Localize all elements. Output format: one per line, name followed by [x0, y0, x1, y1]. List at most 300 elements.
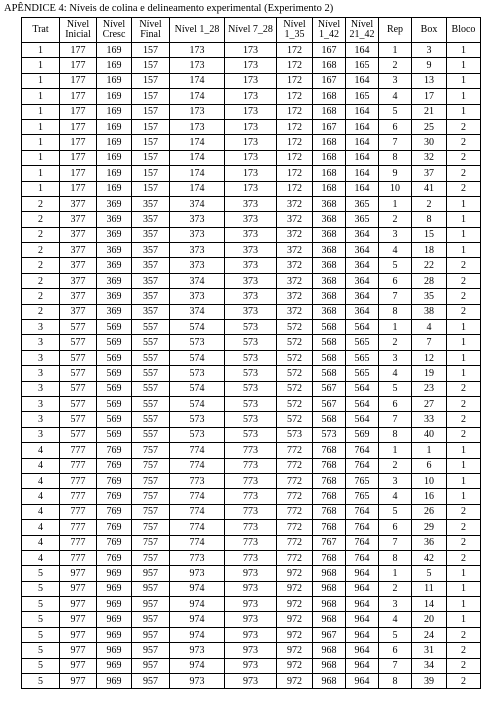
cell-trat: 1 [22, 150, 60, 165]
cell-nivel-7-28: 773 [225, 443, 277, 458]
cell-nivel-7-28: 173 [225, 150, 277, 165]
cell-nivel-1-35: 372 [277, 212, 313, 227]
cell-bloco: 1 [447, 350, 481, 365]
cell-rep: 6 [379, 643, 412, 658]
cell-trat: 2 [22, 273, 60, 288]
cell-nivel-inicial: 577 [60, 427, 97, 442]
table-body [22, 43, 481, 689]
cell-nivel-final: 957 [132, 643, 170, 658]
cell-trat: 2 [22, 196, 60, 211]
cell-nivel-1-42: 568 [313, 320, 346, 335]
cell-nivel-1-42: 167 [313, 43, 346, 58]
cell-nivel-7-28: 173 [225, 58, 277, 73]
cell-rep: 4 [379, 243, 412, 258]
cell-nivel-7-28: 973 [225, 627, 277, 642]
cell-nivel-21-42: 964 [346, 674, 379, 689]
cell-box: 33 [412, 412, 447, 427]
cell-nivel-1-35: 972 [277, 597, 313, 612]
cell-nivel-cresc: 969 [97, 612, 132, 627]
cell-nivel-1-28: 373 [170, 289, 225, 304]
cell-trat: 2 [22, 304, 60, 319]
cell-rep: 3 [379, 73, 412, 88]
cell-nivel-final: 957 [132, 581, 170, 596]
cell-box: 8 [412, 212, 447, 227]
cell-nivel-1-42: 968 [313, 658, 346, 673]
cell-nivel-1-28: 373 [170, 212, 225, 227]
cell-nivel-cresc: 169 [97, 119, 132, 134]
cell-nivel-1-28: 174 [170, 181, 225, 196]
cell-nivel-21-42: 365 [346, 196, 379, 211]
cell-nivel-7-28: 173 [225, 104, 277, 119]
cell-box: 40 [412, 427, 447, 442]
cell-nivel-7-28: 973 [225, 597, 277, 612]
cell-nivel-1-28: 173 [170, 104, 225, 119]
cell-nivel-inicial: 977 [60, 627, 97, 642]
header-row [22, 18, 481, 43]
cell-nivel-1-42: 368 [313, 212, 346, 227]
cell-nivel-1-28: 773 [170, 550, 225, 565]
cell-nivel-1-42: 768 [313, 504, 346, 519]
cell-nivel-1-35: 772 [277, 550, 313, 565]
cell-trat: 5 [22, 612, 60, 627]
cell-nivel-cresc: 769 [97, 489, 132, 504]
cell-bloco: 2 [447, 304, 481, 319]
cell-nivel-inicial: 777 [60, 458, 97, 473]
column-header-rep: Rep [379, 18, 412, 43]
cell-nivel-final: 957 [132, 566, 170, 581]
cell-nivel-1-28: 773 [170, 473, 225, 488]
cell-box: 28 [412, 273, 447, 288]
cell-nivel-1-28: 574 [170, 320, 225, 335]
cell-nivel-1-35: 172 [277, 58, 313, 73]
cell-nivel-1-35: 372 [277, 227, 313, 242]
cell-nivel-7-28: 973 [225, 674, 277, 689]
cell-nivel-21-42: 764 [346, 458, 379, 473]
cell-nivel-21-42: 764 [346, 504, 379, 519]
cell-trat: 5 [22, 643, 60, 658]
cell-nivel-1-35: 572 [277, 335, 313, 350]
cell-nivel-7-28: 173 [225, 89, 277, 104]
cell-nivel-inicial: 377 [60, 273, 97, 288]
cell-nivel-final: 957 [132, 612, 170, 627]
cell-nivel-1-28: 974 [170, 612, 225, 627]
column-header-nivel-cresc: Nível Cresc [97, 18, 132, 43]
cell-trat: 1 [22, 43, 60, 58]
cell-nivel-21-42: 164 [346, 43, 379, 58]
cell-nivel-1-42: 567 [313, 396, 346, 411]
cell-bloco: 1 [447, 320, 481, 335]
cell-bloco: 2 [447, 535, 481, 550]
cell-nivel-inicial: 577 [60, 335, 97, 350]
cell-nivel-7-28: 773 [225, 535, 277, 550]
cell-nivel-cresc: 969 [97, 581, 132, 596]
cell-nivel-21-42: 164 [346, 73, 379, 88]
cell-nivel-7-28: 173 [225, 181, 277, 196]
cell-nivel-final: 557 [132, 427, 170, 442]
cell-nivel-inicial: 177 [60, 119, 97, 134]
cell-nivel-21-42: 564 [346, 412, 379, 427]
table-row [22, 89, 481, 104]
cell-nivel-7-28: 373 [225, 196, 277, 211]
cell-nivel-7-28: 773 [225, 489, 277, 504]
cell-rep: 1 [379, 43, 412, 58]
cell-nivel-1-42: 968 [313, 643, 346, 658]
cell-nivel-cresc: 969 [97, 643, 132, 658]
cell-nivel-inicial: 377 [60, 196, 97, 211]
cell-nivel-1-42: 768 [313, 443, 346, 458]
cell-box: 7 [412, 335, 447, 350]
cell-rep: 4 [379, 489, 412, 504]
cell-trat: 4 [22, 504, 60, 519]
cell-nivel-1-28: 974 [170, 658, 225, 673]
cell-bloco: 1 [447, 243, 481, 258]
cell-nivel-final: 157 [132, 166, 170, 181]
cell-nivel-1-35: 572 [277, 320, 313, 335]
cell-nivel-1-42: 167 [313, 119, 346, 134]
cell-nivel-21-42: 964 [346, 581, 379, 596]
cell-bloco: 1 [447, 597, 481, 612]
column-header-nivel-inicial: Nível Inicial [60, 18, 97, 43]
cell-nivel-21-42: 569 [346, 427, 379, 442]
cell-nivel-final: 557 [132, 396, 170, 411]
cell-nivel-21-42: 164 [346, 119, 379, 134]
cell-bloco: 1 [447, 581, 481, 596]
cell-rep: 4 [379, 612, 412, 627]
cell-nivel-final: 557 [132, 412, 170, 427]
cell-nivel-1-35: 172 [277, 89, 313, 104]
cell-nivel-inicial: 977 [60, 612, 97, 627]
cell-box: 16 [412, 489, 447, 504]
cell-nivel-1-35: 172 [277, 43, 313, 58]
cell-rep: 5 [379, 504, 412, 519]
cell-nivel-1-28: 573 [170, 366, 225, 381]
table-row [22, 550, 481, 565]
cell-bloco: 1 [447, 212, 481, 227]
cell-trat: 3 [22, 396, 60, 411]
cell-nivel-21-42: 765 [346, 473, 379, 488]
cell-bloco: 2 [447, 412, 481, 427]
cell-nivel-21-42: 365 [346, 212, 379, 227]
cell-nivel-1-42: 568 [313, 350, 346, 365]
cell-nivel-21-42: 964 [346, 612, 379, 627]
cell-rep: 8 [379, 150, 412, 165]
cell-nivel-21-42: 364 [346, 273, 379, 288]
table-row [22, 181, 481, 196]
cell-bloco: 2 [447, 658, 481, 673]
cell-rep: 6 [379, 119, 412, 134]
cell-nivel-1-35: 572 [277, 350, 313, 365]
cell-nivel-1-35: 172 [277, 104, 313, 119]
cell-bloco: 2 [447, 273, 481, 288]
cell-trat: 4 [22, 489, 60, 504]
cell-rep: 6 [379, 520, 412, 535]
table-row [22, 320, 481, 335]
cell-box: 39 [412, 674, 447, 689]
cell-rep: 6 [379, 273, 412, 288]
cell-box: 17 [412, 89, 447, 104]
page-title: APÊNDICE 4: Níveis de colina e delineamento experimental (Experimento 2) [4, 3, 334, 14]
cell-nivel-final: 357 [132, 304, 170, 319]
cell-box: 3 [412, 43, 447, 58]
cell-nivel-1-28: 774 [170, 458, 225, 473]
cell-nivel-7-28: 373 [225, 258, 277, 273]
cell-nivel-1-35: 372 [277, 304, 313, 319]
cell-box: 14 [412, 597, 447, 612]
cell-nivel-cresc: 969 [97, 674, 132, 689]
cell-nivel-cresc: 369 [97, 243, 132, 258]
table-row [22, 458, 481, 473]
cell-trat: 5 [22, 627, 60, 642]
cell-nivel-1-28: 173 [170, 119, 225, 134]
table-row [22, 643, 481, 658]
cell-rep: 8 [379, 550, 412, 565]
cell-nivel-1-42: 568 [313, 335, 346, 350]
cell-nivel-inicial: 577 [60, 381, 97, 396]
cell-nivel-cresc: 769 [97, 473, 132, 488]
cell-trat: 4 [22, 535, 60, 550]
cell-nivel-cresc: 369 [97, 289, 132, 304]
cell-rep: 7 [379, 289, 412, 304]
cell-nivel-cresc: 169 [97, 135, 132, 150]
table-row [22, 43, 481, 58]
cell-bloco: 2 [447, 396, 481, 411]
cell-box: 9 [412, 58, 447, 73]
cell-nivel-1-28: 774 [170, 520, 225, 535]
cell-nivel-7-28: 573 [225, 350, 277, 365]
column-header-nivel-21-42: Nível 21_42 [346, 18, 379, 43]
cell-trat: 3 [22, 412, 60, 427]
table-row [22, 73, 481, 88]
cell-nivel-cresc: 169 [97, 181, 132, 196]
table-row [22, 166, 481, 181]
table-row [22, 412, 481, 427]
cell-nivel-7-28: 973 [225, 566, 277, 581]
table-header [22, 18, 481, 43]
cell-nivel-inicial: 977 [60, 597, 97, 612]
cell-nivel-inicial: 377 [60, 227, 97, 242]
cell-box: 34 [412, 658, 447, 673]
cell-nivel-1-42: 967 [313, 627, 346, 642]
cell-bloco: 2 [447, 427, 481, 442]
cell-nivel-final: 757 [132, 550, 170, 565]
cell-nivel-1-42: 168 [313, 166, 346, 181]
cell-nivel-inicial: 377 [60, 304, 97, 319]
cell-nivel-inicial: 777 [60, 535, 97, 550]
cell-bloco: 2 [447, 643, 481, 658]
cell-nivel-final: 557 [132, 366, 170, 381]
cell-nivel-1-35: 372 [277, 289, 313, 304]
cell-nivel-21-42: 565 [346, 335, 379, 350]
cell-nivel-1-42: 573 [313, 427, 346, 442]
cell-rep: 8 [379, 427, 412, 442]
cell-nivel-final: 357 [132, 212, 170, 227]
cell-nivel-cresc: 569 [97, 427, 132, 442]
cell-nivel-final: 957 [132, 658, 170, 673]
table-row [22, 612, 481, 627]
cell-nivel-cresc: 969 [97, 597, 132, 612]
cell-nivel-inicial: 577 [60, 412, 97, 427]
cell-nivel-final: 157 [132, 119, 170, 134]
cell-trat: 1 [22, 73, 60, 88]
cell-bloco: 1 [447, 89, 481, 104]
cell-nivel-1-42: 768 [313, 458, 346, 473]
cell-nivel-final: 157 [132, 58, 170, 73]
cell-nivel-21-42: 364 [346, 289, 379, 304]
column-header-box: Box [412, 18, 447, 43]
cell-trat: 3 [22, 320, 60, 335]
cell-box: 12 [412, 350, 447, 365]
cell-nivel-7-28: 573 [225, 427, 277, 442]
cell-nivel-cresc: 369 [97, 258, 132, 273]
cell-bloco: 2 [447, 289, 481, 304]
cell-bloco: 1 [447, 104, 481, 119]
cell-nivel-21-42: 964 [346, 597, 379, 612]
cell-nivel-1-28: 374 [170, 273, 225, 288]
cell-nivel-1-28: 173 [170, 43, 225, 58]
cell-bloco: 2 [447, 258, 481, 273]
cell-nivel-1-35: 172 [277, 166, 313, 181]
cell-nivel-cresc: 369 [97, 273, 132, 288]
cell-nivel-1-42: 968 [313, 612, 346, 627]
cell-bloco: 1 [447, 612, 481, 627]
cell-nivel-1-42: 968 [313, 674, 346, 689]
cell-rep: 3 [379, 350, 412, 365]
cell-nivel-1-42: 368 [313, 196, 346, 211]
cell-nivel-1-28: 973 [170, 566, 225, 581]
cell-nivel-1-28: 373 [170, 243, 225, 258]
cell-nivel-21-42: 165 [346, 58, 379, 73]
cell-nivel-21-42: 564 [346, 320, 379, 335]
cell-nivel-1-28: 174 [170, 150, 225, 165]
cell-nivel-1-35: 372 [277, 273, 313, 288]
cell-bloco: 1 [447, 443, 481, 458]
table-row [22, 58, 481, 73]
cell-nivel-21-42: 364 [346, 243, 379, 258]
cell-nivel-inicial: 977 [60, 581, 97, 596]
cell-nivel-1-42: 368 [313, 304, 346, 319]
cell-trat: 3 [22, 350, 60, 365]
cell-nivel-21-42: 164 [346, 150, 379, 165]
cell-nivel-cresc: 769 [97, 520, 132, 535]
cell-nivel-1-35: 972 [277, 658, 313, 673]
cell-nivel-21-42: 164 [346, 135, 379, 150]
cell-trat: 5 [22, 581, 60, 596]
cell-nivel-final: 757 [132, 458, 170, 473]
cell-bloco: 2 [447, 119, 481, 134]
table-row [22, 335, 481, 350]
cell-nivel-1-35: 772 [277, 489, 313, 504]
cell-nivel-7-28: 573 [225, 381, 277, 396]
cell-nivel-final: 157 [132, 89, 170, 104]
cell-nivel-inicial: 577 [60, 366, 97, 381]
cell-nivel-1-35: 172 [277, 119, 313, 134]
cell-nivel-7-28: 773 [225, 520, 277, 535]
cell-bloco: 2 [447, 135, 481, 150]
cell-nivel-1-42: 368 [313, 258, 346, 273]
cell-bloco: 1 [447, 196, 481, 211]
cell-rep: 7 [379, 135, 412, 150]
cell-nivel-7-28: 373 [225, 304, 277, 319]
cell-nivel-7-28: 573 [225, 412, 277, 427]
cell-nivel-final: 757 [132, 520, 170, 535]
table-row [22, 227, 481, 242]
table-row [22, 350, 481, 365]
cell-nivel-1-35: 572 [277, 396, 313, 411]
cell-nivel-1-28: 374 [170, 196, 225, 211]
cell-nivel-1-35: 772 [277, 504, 313, 519]
cell-nivel-final: 957 [132, 627, 170, 642]
cell-rep: 2 [379, 212, 412, 227]
table-row [22, 258, 481, 273]
cell-bloco: 2 [447, 550, 481, 565]
cell-nivel-cresc: 369 [97, 196, 132, 211]
cell-nivel-1-28: 774 [170, 443, 225, 458]
cell-bloco: 2 [447, 381, 481, 396]
cell-rep: 3 [379, 473, 412, 488]
cell-nivel-1-35: 972 [277, 674, 313, 689]
cell-nivel-7-28: 173 [225, 135, 277, 150]
cell-box: 23 [412, 381, 447, 396]
cell-nivel-cresc: 169 [97, 58, 132, 73]
cell-bloco: 2 [447, 520, 481, 535]
cell-box: 32 [412, 150, 447, 165]
cell-trat: 2 [22, 243, 60, 258]
cell-rep: 3 [379, 597, 412, 612]
cell-nivel-1-28: 174 [170, 89, 225, 104]
cell-nivel-21-42: 764 [346, 520, 379, 535]
cell-nivel-1-42: 968 [313, 581, 346, 596]
data-table [21, 17, 481, 689]
cell-rep: 3 [379, 227, 412, 242]
table-row [22, 597, 481, 612]
table-row [22, 212, 481, 227]
cell-box: 4 [412, 320, 447, 335]
cell-nivel-inicial: 377 [60, 258, 97, 273]
cell-nivel-1-28: 573 [170, 427, 225, 442]
table-row [22, 196, 481, 211]
table-row [22, 289, 481, 304]
cell-nivel-1-35: 972 [277, 612, 313, 627]
cell-box: 18 [412, 243, 447, 258]
cell-nivel-21-42: 764 [346, 535, 379, 550]
column-header-nivel-1-42: Nível 1_42 [313, 18, 346, 43]
cell-box: 6 [412, 458, 447, 473]
cell-nivel-cresc: 569 [97, 412, 132, 427]
cell-nivel-1-42: 568 [313, 412, 346, 427]
cell-rep: 5 [379, 258, 412, 273]
cell-trat: 3 [22, 335, 60, 350]
cell-trat: 1 [22, 104, 60, 119]
cell-nivel-1-42: 768 [313, 489, 346, 504]
cell-nivel-final: 357 [132, 196, 170, 211]
cell-nivel-1-28: 174 [170, 166, 225, 181]
cell-nivel-21-42: 565 [346, 366, 379, 381]
cell-trat: 5 [22, 566, 60, 581]
cell-nivel-21-42: 364 [346, 258, 379, 273]
cell-trat: 5 [22, 597, 60, 612]
cell-nivel-7-28: 973 [225, 643, 277, 658]
cell-nivel-1-35: 772 [277, 443, 313, 458]
cell-nivel-inicial: 177 [60, 89, 97, 104]
cell-nivel-1-28: 973 [170, 674, 225, 689]
cell-nivel-1-42: 368 [313, 273, 346, 288]
column-header-nivel-final: Nível Final [132, 18, 170, 43]
cell-nivel-1-28: 974 [170, 627, 225, 642]
cell-nivel-cresc: 769 [97, 458, 132, 473]
table-row [22, 243, 481, 258]
cell-rep: 9 [379, 166, 412, 181]
table-row [22, 489, 481, 504]
